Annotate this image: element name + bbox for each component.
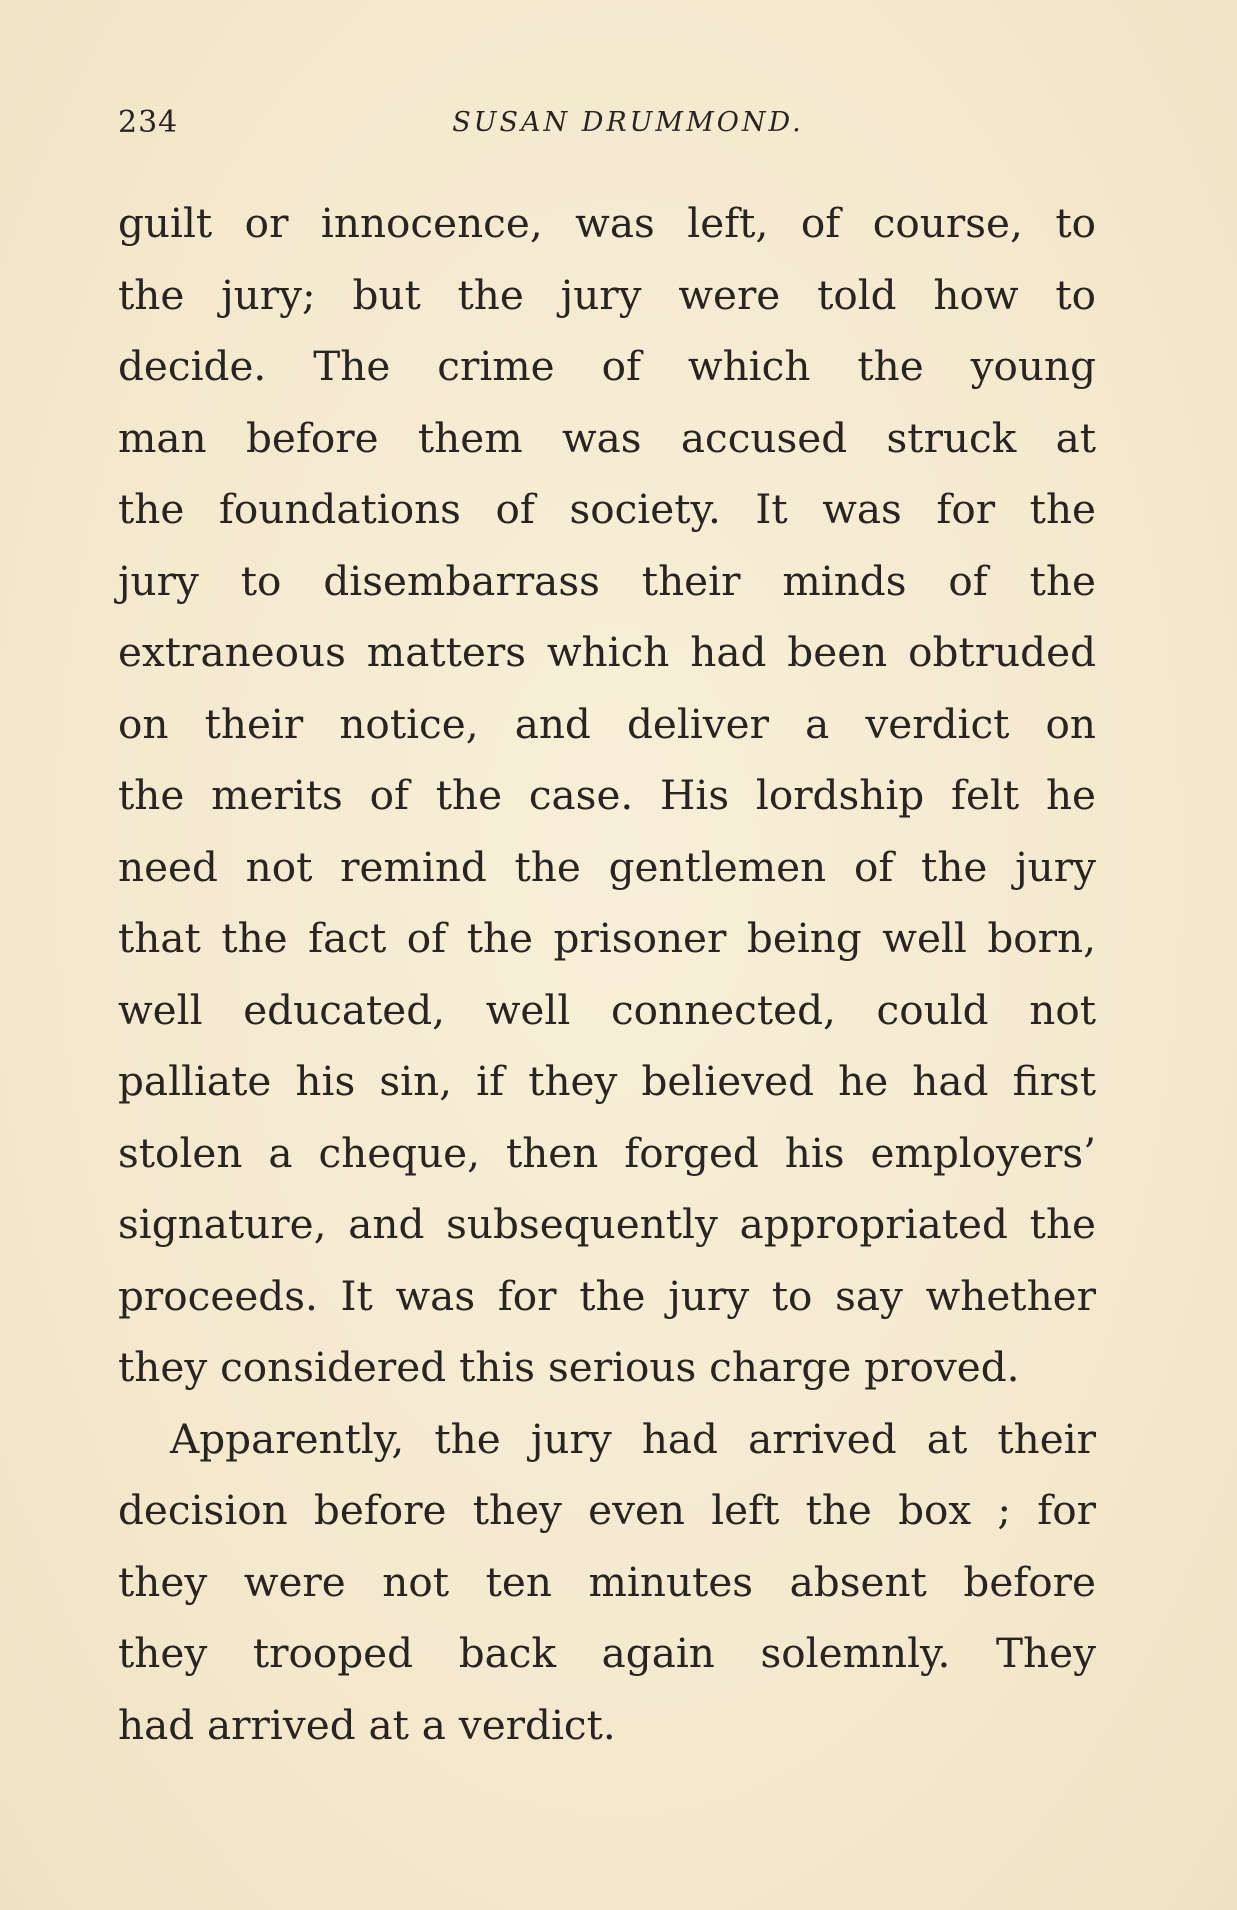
text-line: the merits of the case. His lordship felt he	[118, 771, 1096, 819]
text-line: decide. The crime of which the young	[118, 342, 1096, 390]
text-line: on their notice, and deliver a verdict on	[118, 699, 1096, 748]
running-title: SUSAN DRUMMOND.	[452, 107, 804, 138]
text-line: decision before they even left the box ; for	[118, 1486, 1096, 1534]
text-line: stolen a cheque, then forged his employers’	[118, 1128, 1096, 1177]
text-line: they were not ten minutes absent before	[118, 1557, 1096, 1606]
page-header	[118, 105, 1118, 145]
text-line: they considered this serious charge proved.	[118, 1343, 1020, 1391]
text-line: extraneous matters which had been obtruded	[118, 628, 1096, 676]
text-line: Apparently, the jury had arrived at their	[170, 1414, 1096, 1463]
text-line: proceeds. It was for the jury to say whether	[118, 1271, 1096, 1320]
text-line: that the fact of the prisoner being well born,	[118, 914, 1096, 962]
text-line: jury to disembarrass their minds of the	[118, 556, 1096, 605]
body-text	[118, 188, 1096, 1761]
text-line: signature, and subsequently appropriated the	[118, 1200, 1096, 1248]
page-number: 234	[118, 105, 179, 140]
text-line: need not remind the gentlemen of the jury	[118, 842, 1096, 891]
text-line: they trooped back again solemnly. They	[118, 1629, 1096, 1677]
text-line: well educated, well connected, could not	[118, 985, 1096, 1034]
text-line: the foundations of society. It was for the	[118, 485, 1096, 533]
text-line: guilt or innocence, was left, of course, to	[118, 199, 1096, 247]
text-line: the jury; but the jury were told how to	[118, 270, 1096, 319]
text-line: man before them was accused struck at	[118, 413, 1096, 462]
text-line: had arrived at a verdict.	[118, 1700, 616, 1749]
text-line: palliate his sin, if they believed he had first	[118, 1057, 1096, 1105]
